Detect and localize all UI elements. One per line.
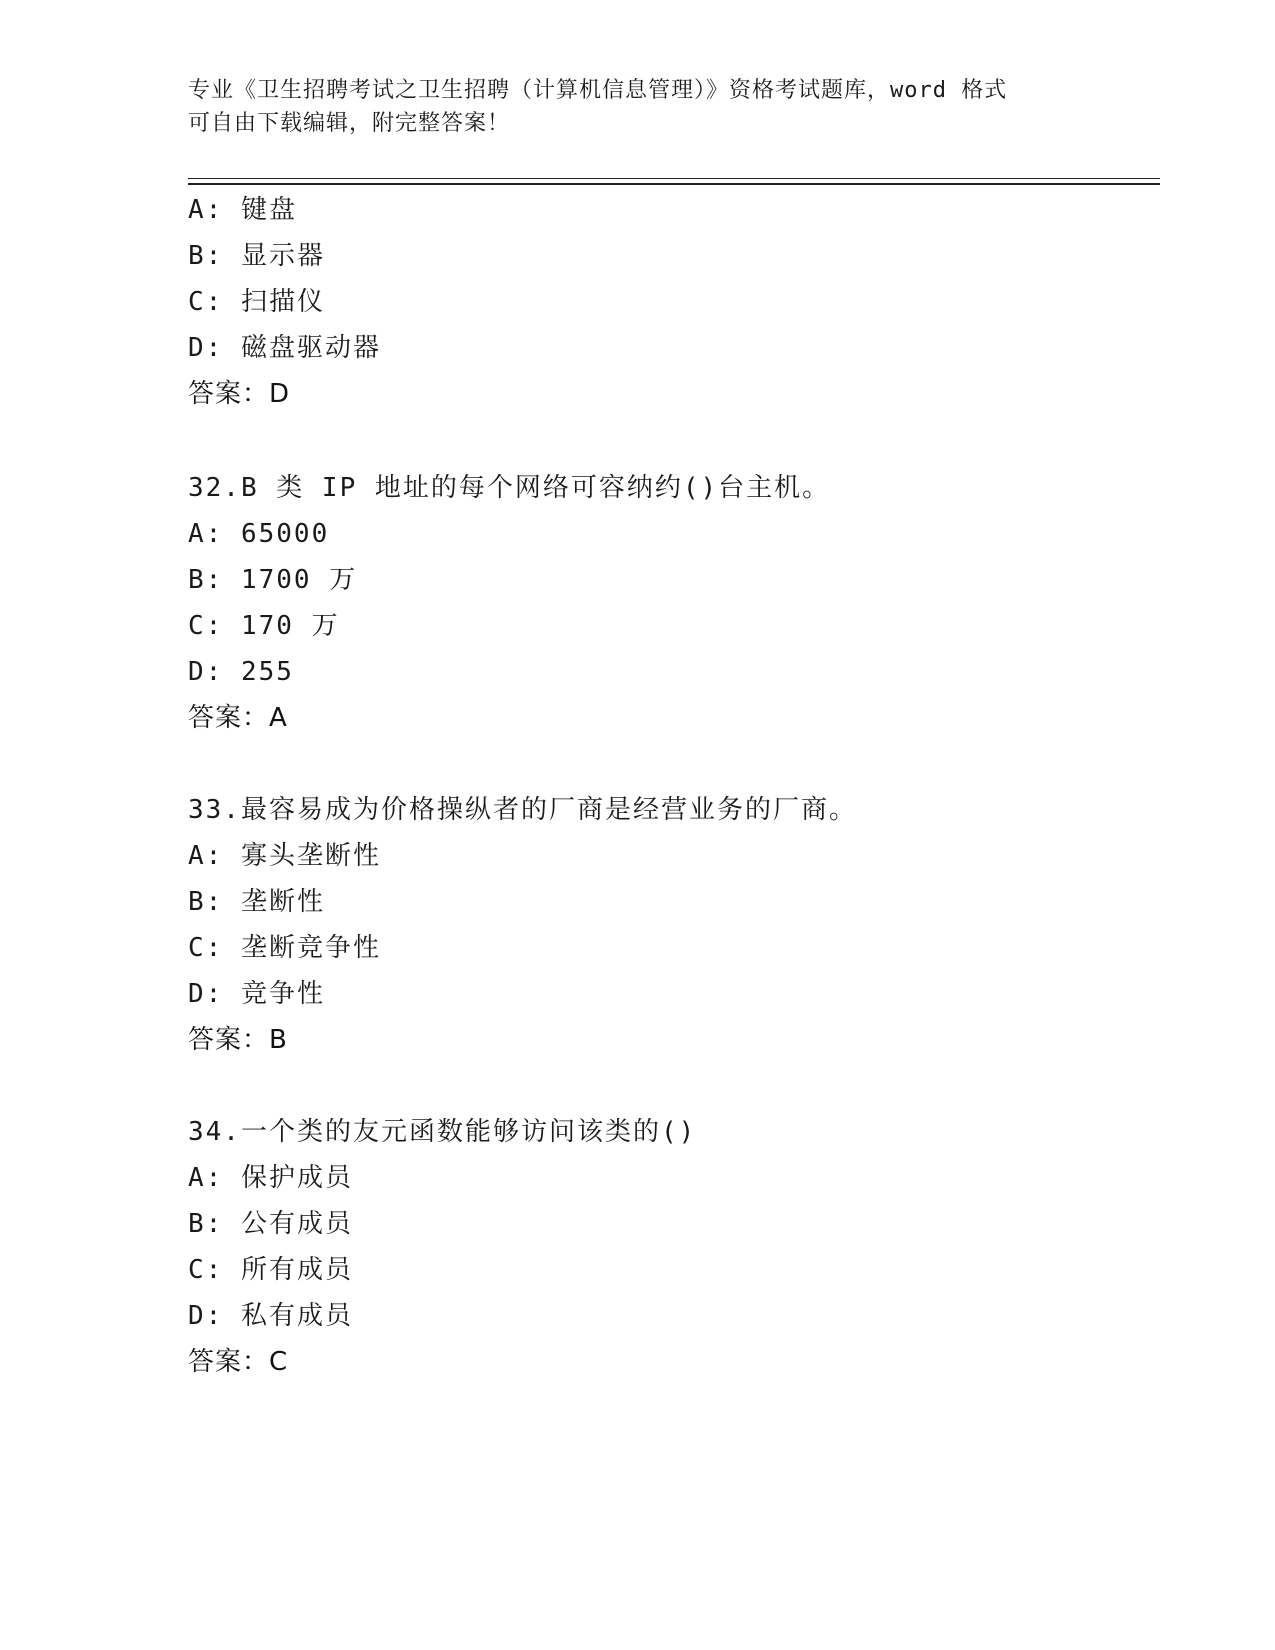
question-32 xyxy=(188,465,1138,741)
option-a: A: 寡头垄断性 xyxy=(188,841,381,871)
question-34 xyxy=(188,1109,1138,1385)
question-stem: 33.最容易成为价格操纵者的厂商是经营业务的厂商。 xyxy=(188,795,857,825)
answer-label: 答案：A xyxy=(188,703,288,733)
option-a: A: 键盘 xyxy=(188,195,297,225)
option-b: B: 1700 万 xyxy=(188,565,358,595)
question-31-continued xyxy=(188,187,1138,417)
option-c: C: 扫描仪 xyxy=(188,287,325,317)
option-c: C: 垄断竞争性 xyxy=(188,933,381,963)
option-b: B: 垄断性 xyxy=(188,887,325,917)
option-c: C: 所有成员 xyxy=(188,1255,353,1285)
question-stem: 34.一个类的友元函数能够访问该类的() xyxy=(188,1117,697,1147)
option-b: B: 显示器 xyxy=(188,241,325,271)
header-divider-thin xyxy=(188,178,1160,179)
document-header xyxy=(188,74,1088,140)
option-c: C: 170 万 xyxy=(188,611,340,641)
option-d: D: 私有成员 xyxy=(188,1301,353,1331)
option-d: D: 磁盘驱动器 xyxy=(188,333,381,363)
option-d: D: 255 xyxy=(188,657,294,687)
answer-label: 答案：D xyxy=(188,379,291,409)
option-d: D: 竞争性 xyxy=(188,979,325,1009)
answer-label: 答案：B xyxy=(188,1025,288,1055)
header-divider-thick xyxy=(188,183,1160,185)
header-line-1: 专业《卫生招聘考试之卫生招聘（计算机信息管理）》资格考试题库，word 格式 xyxy=(188,78,1008,103)
option-a: A: 保护成员 xyxy=(188,1163,353,1193)
option-b: B: 公有成员 xyxy=(188,1209,353,1239)
header-line-2: 可自由下载编辑，附完整答案！ xyxy=(188,111,511,136)
question-33 xyxy=(188,787,1138,1063)
answer-label: 答案：C xyxy=(188,1347,289,1377)
question-stem: 32.B 类 IP 地址的每个网络可容纳约()台主机。 xyxy=(188,473,831,503)
option-a: A: 65000 xyxy=(188,519,330,549)
